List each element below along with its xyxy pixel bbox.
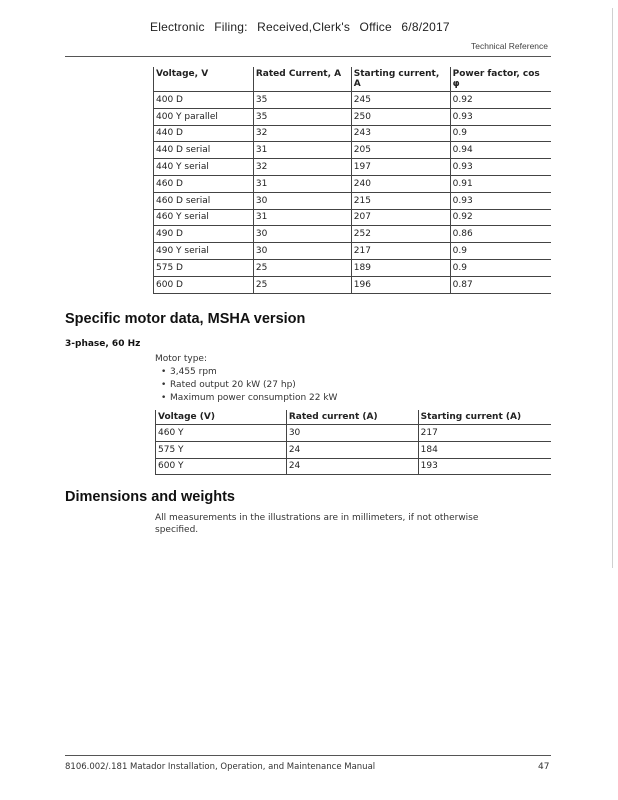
column-header: Rated Current, A xyxy=(253,67,351,92)
header-rule xyxy=(65,56,551,57)
table-cell: 460 D xyxy=(154,175,254,192)
electrical-data-table xyxy=(153,67,551,294)
table-cell: 240 xyxy=(351,175,450,192)
table-row xyxy=(154,108,552,125)
table-cell: 184 xyxy=(418,441,551,458)
table-row xyxy=(154,209,552,226)
table-cell: 440 D xyxy=(154,125,254,142)
table-cell: 250 xyxy=(351,108,450,125)
list-item: • Maximum power consumption 22 kW xyxy=(161,392,337,405)
table-cell: 245 xyxy=(351,92,450,109)
table-cell: 205 xyxy=(351,142,450,159)
motor-spec-list xyxy=(161,366,337,405)
column-header: Power factor, cos φ xyxy=(450,67,551,92)
column-header: Starting current (A) xyxy=(418,410,551,425)
filing-stamp: Electronic Filing: Received,Clerk's Office 6/8/2017 xyxy=(150,20,450,34)
table-cell: 600 D xyxy=(154,276,254,293)
table-cell: 400 Y parallel xyxy=(154,108,254,125)
table-row xyxy=(156,441,552,458)
table-cell: 193 xyxy=(418,458,551,475)
table-cell: 0.93 xyxy=(450,192,551,209)
table-cell: 32 xyxy=(253,125,351,142)
running-header: Technical Reference xyxy=(470,41,548,51)
table-row xyxy=(154,175,552,192)
table-row xyxy=(154,192,552,209)
table-cell: 24 xyxy=(286,458,418,475)
table-cell: 0.87 xyxy=(450,276,551,293)
table-cell: 0.86 xyxy=(450,226,551,243)
table-cell: 575 D xyxy=(154,259,254,276)
table-cell: 600 Y xyxy=(156,458,287,475)
table-cell: 30 xyxy=(253,243,351,260)
table-cell: 217 xyxy=(418,425,551,442)
list-item: • 3,455 rpm xyxy=(161,366,337,379)
table-cell: 30 xyxy=(286,425,418,442)
table-cell: 25 xyxy=(253,276,351,293)
scan-edge-line xyxy=(612,8,613,568)
column-header: Starting current, A xyxy=(351,67,450,92)
table-cell: 35 xyxy=(253,108,351,125)
table-cell: 35 xyxy=(253,92,351,109)
table-cell: 31 xyxy=(253,142,351,159)
table-cell: 32 xyxy=(253,159,351,176)
motor-type-label: Motor type: xyxy=(155,354,208,364)
table-header-row xyxy=(156,410,552,425)
table-cell: 0.94 xyxy=(450,142,551,159)
column-header: Voltage (V) xyxy=(156,410,287,425)
table-cell: 31 xyxy=(253,209,351,226)
table-cell: 440 Y serial xyxy=(154,159,254,176)
table-row xyxy=(154,226,552,243)
section-heading-dimensions: Dimensions and weights xyxy=(65,489,235,505)
table-header-row xyxy=(154,67,552,92)
table-cell: 197 xyxy=(351,159,450,176)
table-cell: 31 xyxy=(253,175,351,192)
table-row xyxy=(154,125,552,142)
table-cell: 0.9 xyxy=(450,259,551,276)
table-row xyxy=(154,243,552,260)
table-cell: 0.92 xyxy=(450,92,551,109)
table-cell: 0.9 xyxy=(450,243,551,260)
table-cell: 490 Y serial xyxy=(154,243,254,260)
table-row xyxy=(154,259,552,276)
table-cell: 207 xyxy=(351,209,450,226)
column-header: Voltage, V xyxy=(154,67,254,92)
footer-rule xyxy=(65,755,551,756)
motor-type-block xyxy=(155,353,337,405)
table-cell: 575 Y xyxy=(156,441,287,458)
table-cell: 0.92 xyxy=(450,209,551,226)
table-row xyxy=(154,159,552,176)
list-item: • Rated output 20 kW (27 hp) xyxy=(161,379,337,392)
table-cell: 25 xyxy=(253,259,351,276)
table-row xyxy=(154,276,552,293)
table-cell: 460 D serial xyxy=(154,192,254,209)
table-cell: 30 xyxy=(253,192,351,209)
section-heading-msha: Specific motor data, MSHA version xyxy=(65,311,306,327)
table-row xyxy=(156,425,552,442)
table-cell: 460 Y xyxy=(156,425,287,442)
table-cell: 0.93 xyxy=(450,159,551,176)
table-cell: 196 xyxy=(351,276,450,293)
table-row xyxy=(156,458,552,475)
table-cell: 252 xyxy=(351,226,450,243)
table-cell: 0.91 xyxy=(450,175,551,192)
page-number: 47 xyxy=(538,762,550,772)
table-cell: 0.93 xyxy=(450,108,551,125)
table-cell: 0.9 xyxy=(450,125,551,142)
footer-text: 8106.002/.181 Matador Installation, Operation, and Maintenance Manual xyxy=(65,762,376,772)
subheading-phase: 3-phase, 60 Hz xyxy=(65,339,141,349)
table-cell: 215 xyxy=(351,192,450,209)
table-cell: 30 xyxy=(253,226,351,243)
table-cell: 189 xyxy=(351,259,450,276)
table-row xyxy=(154,92,552,109)
column-header: Rated current (A) xyxy=(286,410,418,425)
table-cell: 24 xyxy=(286,441,418,458)
table-cell: 440 D serial xyxy=(154,142,254,159)
table-cell: 243 xyxy=(351,125,450,142)
dimensions-note: All measurements in the illustrations are in millimeters, if not otherwise specified. xyxy=(155,513,479,535)
table-cell: 400 D xyxy=(154,92,254,109)
table-cell: 217 xyxy=(351,243,450,260)
table-row xyxy=(154,142,552,159)
table-cell: 460 Y serial xyxy=(154,209,254,226)
msha-data-table xyxy=(155,410,551,475)
table-cell: 490 D xyxy=(154,226,254,243)
